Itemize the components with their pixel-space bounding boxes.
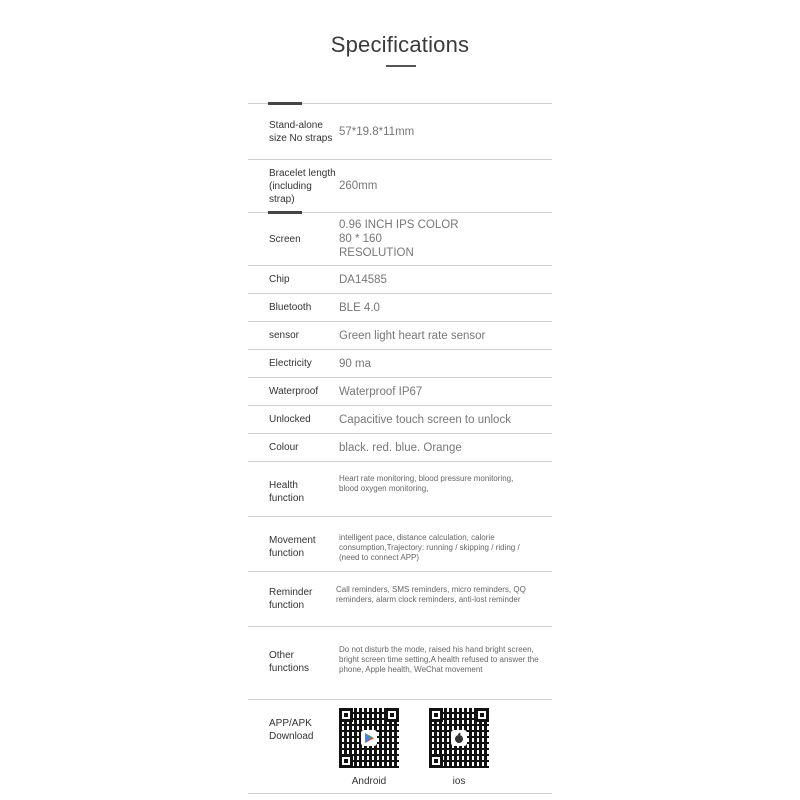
divider (248, 349, 552, 350)
spec-value: BLE 4.0 (339, 301, 380, 314)
spec-value: 90 ma (339, 357, 371, 370)
divider (248, 516, 552, 517)
play-store-icon (361, 730, 377, 746)
divider (248, 699, 552, 700)
divider (248, 571, 552, 572)
spec-label: Reminder function (269, 587, 313, 611)
spec-value: intelligent pace, distance calculation, calorie consumption,Trajectory: running / skipping / riding / (need to connect APP) (339, 533, 520, 562)
spec-label: Chip (269, 274, 290, 285)
spec-value: 57*19.8*11mm (339, 125, 415, 138)
spec-row-other (248, 627, 552, 699)
spec-row-bluetooth (248, 294, 552, 321)
divider (248, 405, 552, 406)
ios-qr-code[interactable] (429, 708, 489, 768)
spec-label: Movement function (269, 535, 316, 559)
spec-label: APP/APK Download (269, 718, 314, 742)
spec-value: Heart rate monitoring, blood pressure monitoring, blood oxygen monitoring, (339, 474, 514, 493)
spec-row-health (248, 462, 552, 516)
ios-label: ios (452, 776, 466, 787)
spec-row-sensor (248, 322, 552, 349)
title-underline (386, 65, 416, 67)
spec-label: Bracelet length (including strap) (269, 167, 336, 205)
spec-row-screen (248, 213, 552, 265)
spec-row-waterproof (248, 378, 552, 405)
spec-row-size (248, 104, 552, 159)
divider (248, 433, 552, 434)
android-qr-code[interactable] (339, 708, 399, 768)
spec-label: Unlocked (269, 414, 311, 425)
divider (248, 626, 552, 627)
divider (248, 793, 552, 794)
divider (248, 377, 552, 378)
spec-label: Colour (269, 442, 299, 453)
spec-value: 260mm (339, 180, 378, 192)
spec-label: Other functions (269, 650, 310, 674)
spec-row-chip (248, 266, 552, 293)
spec-label: Bluetooth (269, 302, 312, 313)
spec-row-electricity (248, 350, 552, 377)
divider (248, 159, 552, 160)
spec-label: sensor (269, 330, 300, 341)
divider (248, 265, 552, 266)
android-label: Android (351, 776, 387, 787)
divider (248, 103, 552, 104)
spec-label: Stand-alone size No straps (269, 119, 333, 144)
divider (248, 293, 552, 294)
spec-label: Health function (269, 480, 305, 504)
divider (248, 212, 552, 213)
spec-row-bracelet-length (248, 160, 552, 212)
ios-download[interactable] (429, 708, 489, 787)
page-title: Specifications (330, 32, 470, 57)
spec-label: Screen (269, 233, 301, 245)
spec-row-movement (248, 517, 552, 571)
divider (248, 321, 552, 322)
spec-value: DA14585 (339, 273, 387, 286)
spec-row-colour (248, 434, 552, 461)
spec-row-reminder (248, 572, 552, 626)
spec-table (248, 103, 552, 794)
spec-row-download (248, 700, 552, 793)
qr-area (339, 708, 489, 787)
spec-value: Capacitive touch screen to unlock (339, 413, 511, 426)
spec-row-unlocked (248, 406, 552, 433)
spec-value: 0.96 INCH IPS COLOR 80 * 160 RESOLUTION (339, 219, 459, 259)
spec-value: Waterproof IP67 (339, 385, 423, 398)
spec-value: Do not disturb the mode, raised his hand bright screen, bright screen time setting,A health refused to answer the phone, Apple health, WeChat movement (339, 645, 539, 674)
android-download[interactable] (339, 708, 399, 787)
spec-value: Call reminders, SMS reminders, micro reminders, QQ reminders, alarm clock reminders, anti-lost reminder (336, 585, 526, 604)
spec-value: black. red. blue. Orange (339, 441, 462, 454)
spec-value: Green light heart rate sensor (339, 329, 486, 342)
divider (248, 461, 552, 462)
apple-icon (451, 730, 467, 746)
spec-label: Waterproof (269, 386, 319, 397)
spec-label: Electricity (269, 358, 312, 369)
